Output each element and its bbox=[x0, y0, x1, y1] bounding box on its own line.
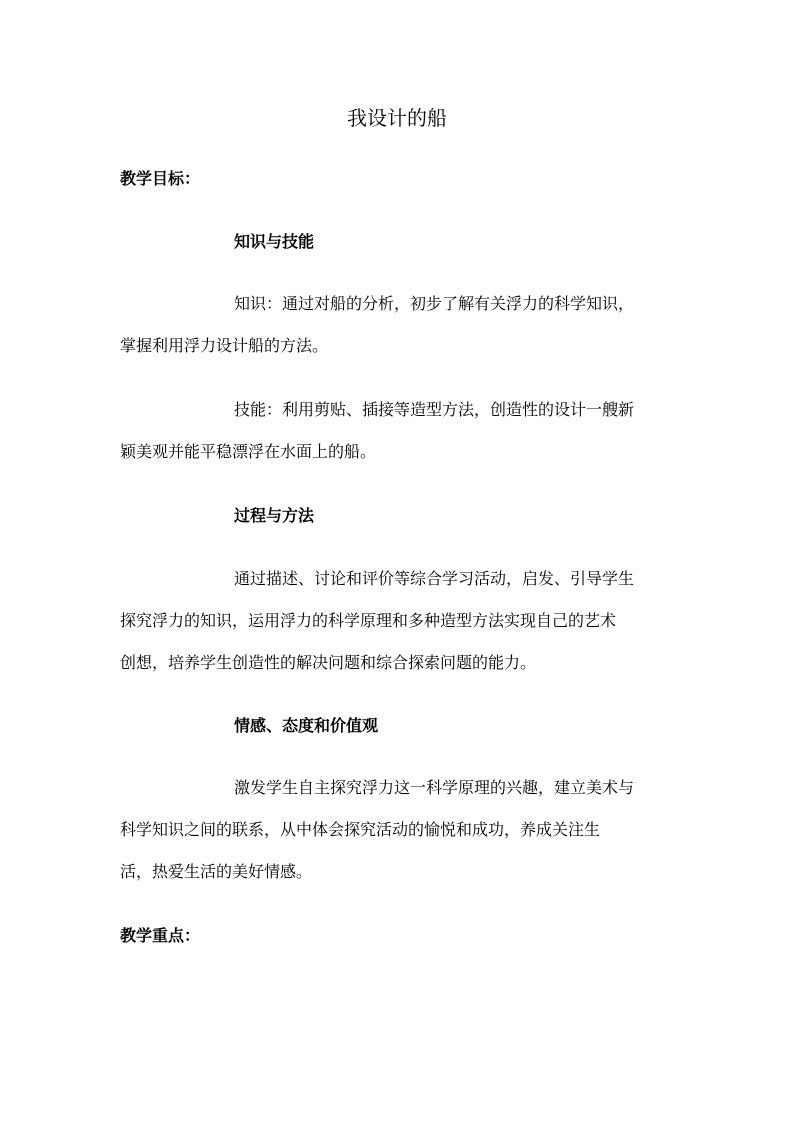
paragraph-skill-line: 颖美观并能平稳漂浮在水面上的船。 bbox=[120, 442, 377, 461]
subheading-emotion-values: 情感、态度和价值观 bbox=[234, 716, 379, 735]
section-heading-objectives: 教学目标： bbox=[120, 169, 201, 188]
paragraph-skill-line: 技能：利用剪贴、插接等造型方法，创造性的设计一艘新 bbox=[234, 400, 635, 419]
subheading-process-method: 过程与方法 bbox=[234, 506, 315, 525]
paragraph-knowledge-line: 知识：通过对船的分析，初步了解有关浮力的科学知识， bbox=[234, 294, 635, 313]
document-title: 我设计的船 bbox=[347, 106, 447, 130]
paragraph-emotion-line: 科学知识之间的联系，从中体会探究活动的愉悦和成功，养成关注生 bbox=[120, 820, 601, 839]
paragraph-emotion-line: 激发学生自主探究浮力这一科学原理的兴趣，建立美术与 bbox=[234, 778, 635, 797]
paragraph-process-line: 探究浮力的知识，运用浮力的科学原理和多种造型方法实现自己的艺术 bbox=[120, 611, 617, 630]
paragraph-emotion-line: 活，热爱生活的美好情感。 bbox=[120, 862, 313, 881]
section-heading-key-points: 教学重点： bbox=[120, 926, 201, 945]
paragraph-process-line: 创想，培养学生创造性的解决问题和综合探索问题的能力。 bbox=[120, 653, 537, 672]
paragraph-knowledge-line: 掌握利用浮力设计船的方法。 bbox=[120, 336, 329, 355]
subheading-knowledge-skills: 知识与技能 bbox=[234, 232, 315, 251]
paragraph-process-line: 通过描述、讨论和评价等综合学习活动，启发、引导学生 bbox=[234, 569, 635, 588]
